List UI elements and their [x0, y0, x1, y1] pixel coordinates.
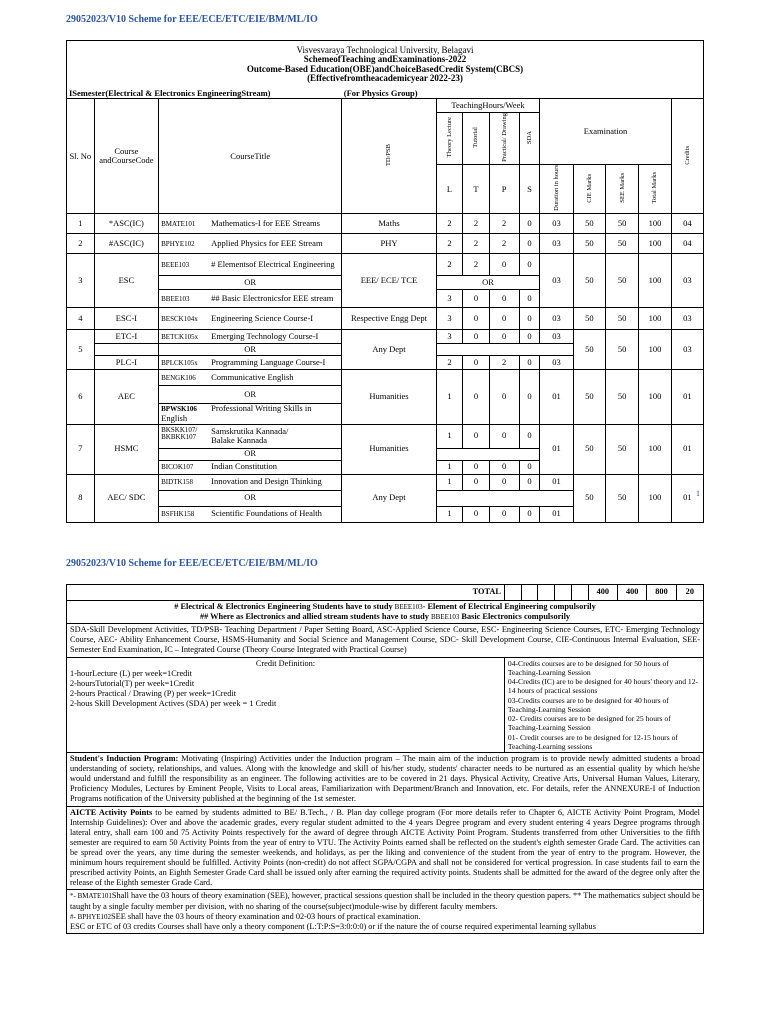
cell-dur: 03	[540, 254, 573, 308]
page2-content	[66, 584, 704, 934]
cell-cr: 01	[671, 474, 703, 522]
cell-t: 0	[463, 356, 489, 370]
cell-l: 2	[436, 214, 462, 234]
cell-code: BICOK107	[161, 463, 194, 472]
or-label: OR	[159, 386, 342, 404]
induction-program	[67, 753, 704, 807]
cell-see: 50	[605, 474, 638, 522]
cell-title	[159, 424, 342, 448]
group-label: (For Physics Group)	[342, 89, 704, 99]
fn2-code: #- BPHYE102	[70, 912, 112, 921]
cell-tot: 100	[639, 330, 671, 370]
page-number: 1	[696, 489, 700, 498]
cell-cr: 04	[671, 234, 703, 254]
cell-see: 50	[605, 214, 638, 234]
table-row	[67, 254, 704, 276]
col-s: S	[519, 165, 540, 214]
cell-tot: 100	[639, 254, 671, 308]
cell-title	[159, 214, 342, 234]
cell-sl: 2	[67, 234, 95, 254]
cell-t: 2	[463, 234, 489, 254]
table-row	[67, 308, 704, 330]
cell-s: 0	[519, 214, 540, 234]
cell-p: 0	[489, 460, 519, 474]
cell-see: 50	[605, 330, 638, 370]
credit-rule-item: 04-Credits (IC) are to be designed for 40 hours' theory and 12-14 hours of practical sessions	[507, 677, 699, 696]
cell-cr: 01	[671, 370, 703, 424]
fn1-text: Shall have the 03 hours of theory examination (SEE), however, practical sessions question shall be included in the theory question papers. ** The mathematics subject should be taught by a single faculty member per division, with no sharing of the course(subject)module-wise by different faculty members.	[70, 891, 700, 911]
col-cie: CIE Marks	[585, 173, 593, 203]
cell-code: BPHYE102	[161, 240, 195, 249]
col-teaching: TeachingHours/Week	[436, 99, 540, 113]
cell-title-text: Engineering Science Course-I	[211, 313, 314, 324]
total-label: TOTAL	[67, 585, 505, 601]
col-see: SEE Marks	[618, 173, 626, 204]
cell-td: Any Dept	[342, 474, 436, 522]
cell-dur: 03	[540, 234, 573, 254]
table-row	[67, 214, 704, 234]
credit-def-item: 1-hourLecture (L) per week=1Credit	[70, 668, 192, 678]
col-duration: Duration in hours	[552, 165, 560, 212]
cell-dur: 01	[540, 424, 573, 474]
cell-title-text: Applied Physics for EEE Stream	[211, 238, 323, 249]
col-t: T	[463, 165, 489, 214]
cell-cie: 50	[573, 424, 605, 474]
cell-title-text: # Elementsof Electrical Engineering	[211, 259, 335, 270]
induction-text: Motivating (Inspiring) Activities under the Induction program – The main aim of the induction program is to provide newly admitted students a broad understanding of society, relationships, and values. Along with the knowledge and skill of his/her study, students' character needs to be nurtured as an essential quality by which he/she would understand and fulfill the responsibility as an engineer. The following activities are to be covered in 21 days. Physical Activity, Creative Arts, Universal Human Values, Literary, Proficiency Modules, Lectures by Eminent People, Visits to Local areas, Familiarization with Department/Branch and Innovation, etc. For details, refer the ANNEXURE-I of Induction Programs notification of the University published at the beginning of the 1st semester.	[70, 754, 700, 804]
note1-text: # Electrical & Electronics Engineering Students have to study	[174, 602, 395, 611]
cell-title	[159, 474, 342, 490]
cell-l: 1	[436, 370, 462, 424]
cell-see: 50	[605, 424, 638, 474]
cell-td: Humanities	[342, 424, 436, 474]
cell-sl: 8	[67, 474, 95, 522]
col-p: P	[489, 165, 519, 214]
fn2-text: SEE shall have the 03 hours of theory examination and 02-03 hours of practical examination.	[111, 911, 421, 921]
page-header: 29052023/V10 Scheme for EEE/ECE/ETC/EIE/BM/ML/IO	[66, 14, 318, 25]
cell-code: BMATE101	[161, 220, 196, 229]
cell-title	[159, 234, 342, 254]
or-label: OR	[159, 448, 342, 460]
cell-tot: 100	[639, 214, 671, 234]
cell-t: 0	[463, 474, 489, 490]
cell-t: 0	[463, 506, 489, 522]
cell-title	[159, 370, 342, 386]
cell-title	[159, 254, 342, 276]
cell-s: 0	[519, 234, 540, 254]
col-sda: SDA	[525, 130, 533, 144]
or-label: OR	[436, 276, 540, 290]
col-course: Course andCourseCode	[94, 99, 159, 214]
cell-dur: 03	[540, 330, 573, 344]
cell-cie: 50	[573, 254, 605, 308]
cell-title	[159, 506, 342, 522]
cell-see: 50	[605, 370, 638, 424]
cell-tot: 100	[639, 474, 671, 522]
cell-code: BKSKK107/ BKBKK107	[161, 425, 198, 442]
cell-s: 0	[519, 460, 540, 474]
scheme-title: SchemeofTeaching andExaminations-2022	[303, 54, 467, 65]
col-td: TD/PSB	[385, 144, 393, 167]
cell-cie: 50	[573, 370, 605, 424]
cell-cie: 50	[573, 234, 605, 254]
cell-t: 0	[463, 460, 489, 474]
cell-course: #ASC(IC)	[94, 234, 159, 254]
note2-text-b: Basic Electronics compulsorily	[459, 612, 571, 622]
cell-p: 0	[489, 330, 519, 344]
or-label: OR	[159, 490, 342, 506]
cell-s: 0	[519, 424, 540, 448]
cell-see: 50	[605, 308, 638, 330]
credit-rule-item: 02- Credits courses are to be designed for 25 hours of Teaching-Learning Session	[507, 714, 671, 733]
abbreviations: SDA-Skill Development Activities, TD/PSB- Teaching Department / Paper Setting Board, ASC-Applied Science Course, ESC- Engineering Science Courses, ETC- Emerging Technology Course, AEC- Ability Enhancement Course, HSMS-Humanity and Social Science and Management Course, SDC- Skill Development Course, CIE-Continuous Internal Evaluation, SEE- Semester End Examination, IC – Integrated Course (Theory Course Integrated with Practical Course)	[67, 624, 704, 657]
cell-title-text: ## Basic Electronicsfor EEE stream	[211, 293, 334, 304]
cell-see: 50	[605, 254, 638, 308]
cell-p: 0	[489, 290, 519, 308]
cell-cr: 01	[671, 424, 703, 474]
induction-title: Student's Induction Program:	[70, 754, 179, 764]
cell-code: BPWSK106	[161, 405, 197, 414]
note1-code: BEEE103	[394, 603, 423, 611]
cell-title	[159, 290, 342, 308]
cell-s: 0	[519, 506, 540, 522]
cell-p: 0	[489, 370, 519, 424]
credit-def-item: 2-hous Skill Development Actives (SDA) per week = 1 Credit	[70, 698, 277, 708]
credit-def-title: Credit Definition:	[255, 658, 316, 668]
credit-definition	[67, 657, 505, 753]
note2-text: ## Where as Electronics and allied stream students have to study	[199, 612, 431, 622]
cell-p: 0	[489, 308, 519, 330]
cell-p: 2	[489, 234, 519, 254]
col-total: Total Marks	[651, 172, 659, 204]
cell-cie: 50	[573, 330, 605, 370]
col-practical: Practical/ Drawing	[500, 113, 508, 162]
cell-see: 50	[605, 234, 638, 254]
cell-t: 2	[463, 254, 489, 276]
credit-rule-item: 01- Credit courses are to be designed for 12-15 hours of Teaching-Learning sessions	[507, 732, 678, 751]
cell-p: 0	[489, 254, 519, 276]
cell-title-text: Samskrutika Kannada/ Balake Kannada	[211, 425, 289, 445]
cell-l: 2	[436, 254, 462, 276]
title-block	[67, 41, 704, 89]
cell-course: PLC-I	[94, 356, 159, 370]
total-marks: 800	[647, 585, 676, 601]
cell-title-text: Indian Constitution	[211, 461, 278, 472]
cell-code: BIDTK158	[161, 478, 194, 487]
credit-def-item: 2-hoursTutorial(T) per week=1Credit	[70, 678, 195, 688]
cell-l: 2	[436, 234, 462, 254]
col-slno: Sl. No	[67, 99, 95, 214]
cell-s: 0	[519, 254, 540, 276]
cell-td: Any Dept	[342, 330, 436, 370]
cell-s: 0	[519, 474, 540, 490]
cell-course: AEC/ SDC	[94, 474, 159, 522]
table-row	[67, 330, 704, 344]
cell-s: 0	[519, 290, 540, 308]
cell-p: 0	[489, 506, 519, 522]
col-credits: Credits	[683, 145, 691, 165]
note2-code: BBEE103	[430, 613, 460, 622]
cell-course: ESC	[94, 254, 159, 308]
cell-dur: 01	[540, 370, 573, 424]
cell-title	[159, 460, 342, 474]
cell-course: ETC-I	[94, 330, 159, 344]
cell-t: 0	[463, 308, 489, 330]
aicte-text: to be earned by students admitted to BE/ B.Tech., / B. Plan day college program (For more details refer to Chapter 6, AICTE Activity Point Program, Model Internship Guidelines): Over and above the academic grades, every regular student admitted to the 4 years Degree program and every student entering 4 years Degree programs through lateral entry, shall earn 100 and 75 Activity Points respectively for the award of degree through AICTE Activity Point Program. Students transferred from other Universities to the fifth semester are required to earn 50 Activity Points from the year of entry to VTU. The Activity Points earned shall be reflected on the student's eighth semester Grade Card. The activities can be spread over the years, any time during the semester weekends, and holidays, as per the liking and convenience of the student from the year of entry to the program. However, the minimum hours requirement should be fulfilled. Activity Points (non-credit) do not affect SGPA/CGPA and shall not be considered for vertical progression. In case students fail to earn the prescribed activity Points, an Eighth Semester Grade Card shall be issued only after earning the required activity points. Students shall be admitted for the award of the degree only after the release of the Eighth semester Grade Card.	[70, 807, 700, 888]
cell-t: 0	[463, 330, 489, 344]
cell-t: 0	[463, 370, 489, 424]
cell-code: BEEE103	[161, 261, 190, 270]
fn1-code: *- BMATE101	[70, 892, 112, 901]
or-label: OR	[159, 276, 342, 290]
col-theory: Theory Lecture	[445, 117, 453, 158]
total-cie: 400	[588, 585, 617, 601]
university-name: Visvesvaraya Technological University, Belagavi	[296, 44, 474, 55]
cell-title-text: Emerging Technology Course-I	[211, 331, 319, 342]
cell-td: PHY	[342, 234, 436, 254]
cell-l: 2	[436, 356, 462, 370]
cell-s: 0	[519, 356, 540, 370]
cell-code: BENGK106	[161, 374, 196, 383]
cell-p: 0	[489, 424, 519, 448]
cell-p: 2	[489, 356, 519, 370]
cell-tot: 100	[639, 234, 671, 254]
credit-rule-item: 03-Credits courses are to be designed for 40 hours of Teaching-Learning Session	[507, 695, 669, 714]
cell-code: BESCK104x	[161, 315, 198, 324]
cell-cr: 03	[671, 330, 703, 370]
cell-code: BETCK105x	[161, 333, 199, 342]
aicte-title: AICTE Activity Points	[70, 807, 153, 817]
cell-tot: 100	[639, 424, 671, 474]
cell-course: ESC-I	[94, 308, 159, 330]
cell-l: 1	[436, 506, 462, 522]
cell-td: Respective Engg Dept	[342, 308, 436, 330]
cell-title	[159, 356, 342, 370]
cell-cr: 03	[671, 308, 703, 330]
cell-dur: 03	[540, 214, 573, 234]
page-header-2: 29052023/V10 Scheme for EEE/ECE/ETC/EIE/BM/ML/IO	[66, 558, 318, 569]
cell-cr: 04	[671, 214, 703, 234]
col-exam: Examination	[540, 99, 671, 165]
scheme-table	[66, 40, 704, 523]
cell-l: 1	[436, 424, 462, 448]
obe-title: Outcome-Based Education(OBE)andChoiceBasedCredit System(CBCS)	[246, 63, 524, 74]
cell-sl: 7	[67, 424, 95, 474]
cell-l: 1	[436, 474, 462, 490]
cell-title-text: Scientific Foundations of Health	[211, 508, 322, 519]
semester-label: ISemester(Electrical & Electronics EngineeringStream)	[67, 89, 342, 99]
cell-cr: 03	[671, 254, 703, 308]
cell-dur: 03	[540, 308, 573, 330]
cell-code: BSFHK158	[161, 510, 195, 519]
stream-notes	[67, 601, 704, 624]
cell-dur: 03	[540, 356, 573, 370]
cell-course: HSMC	[94, 424, 159, 474]
table-row	[67, 424, 704, 448]
cell-p: 2	[489, 214, 519, 234]
cell-title	[159, 330, 342, 344]
cell-td: Humanities	[342, 370, 436, 424]
cell-cie: 50	[573, 474, 605, 522]
cell-course: AEC	[94, 370, 159, 424]
note1-text-b: - Element of Electrical Engineering compulsorily	[422, 602, 596, 611]
cell-title	[159, 308, 342, 330]
footnotes	[67, 890, 704, 933]
aicte-points	[67, 806, 704, 890]
table-row	[67, 370, 704, 386]
cell-cie: 50	[573, 214, 605, 234]
table-row	[67, 234, 704, 254]
credit-rule-item: 04-Credits courses are to be designed for 50 hours of Teaching-Learning Session	[507, 658, 669, 677]
cell-s: 0	[519, 308, 540, 330]
fn3-text: ESC or ETC of 03 credits Courses shall have only a theory component (L:T:P:S=3:0:0:0) or if the nature the of course required experimental learning syllabus	[70, 921, 596, 931]
cell-title-text: Professional Writing Skills in English	[161, 403, 312, 424]
cell-code: BBEE103	[161, 295, 190, 304]
cell-title-text: Innovation and Design Thinking	[211, 476, 322, 487]
cell-title-text: Programming Language Course-I	[211, 357, 326, 368]
cell-tot: 100	[639, 370, 671, 424]
total-see: 400	[618, 585, 647, 601]
col-tutorial: Tutorial	[472, 127, 480, 148]
cell-sl: 5	[67, 330, 95, 370]
cell-title	[159, 404, 342, 424]
cell-cie: 50	[573, 308, 605, 330]
cell-dur: 01	[540, 506, 573, 522]
cell-p: 0	[489, 474, 519, 490]
total-row	[67, 585, 704, 601]
cell-l: 3	[436, 290, 462, 308]
cell-t: 2	[463, 214, 489, 234]
cell-t: 0	[463, 290, 489, 308]
cell-td: EEE/ ECE/ TCE	[342, 254, 436, 308]
cell-code: BPLCK105x	[161, 359, 198, 368]
cell-s: 0	[519, 330, 540, 344]
cell-tot: 100	[639, 308, 671, 330]
cell-sl: 4	[67, 308, 95, 330]
table-row	[67, 474, 704, 490]
col-title: CourseTitle	[159, 99, 342, 214]
credit-rules	[504, 657, 703, 753]
cell-td: Maths	[342, 214, 436, 234]
cell-l: 3	[436, 308, 462, 330]
col-l: L	[436, 165, 462, 214]
effective-year: (Effectivefromtheacademicyear 2022-23)	[307, 73, 463, 84]
cell-sl: 3	[67, 254, 95, 308]
cell-sl: 1	[67, 214, 95, 234]
credit-def-item: 2-hours Practical / Drawing (P) per week=1Credit	[70, 688, 236, 698]
cell-course: *ASC(IC)	[94, 214, 159, 234]
cell-title-text: Communicative English	[211, 372, 294, 383]
cell-title-text: Mathematics-I for EEE Streams	[211, 218, 320, 229]
cell-dur: 01	[540, 474, 573, 490]
cell-l: 3	[436, 330, 462, 344]
cell-l: 1	[436, 460, 462, 474]
cell-s: 0	[519, 370, 540, 424]
or-label: OR	[159, 344, 342, 356]
cell-sl: 6	[67, 370, 95, 424]
total-credits: 20	[676, 585, 703, 601]
cell-t: 0	[463, 424, 489, 448]
